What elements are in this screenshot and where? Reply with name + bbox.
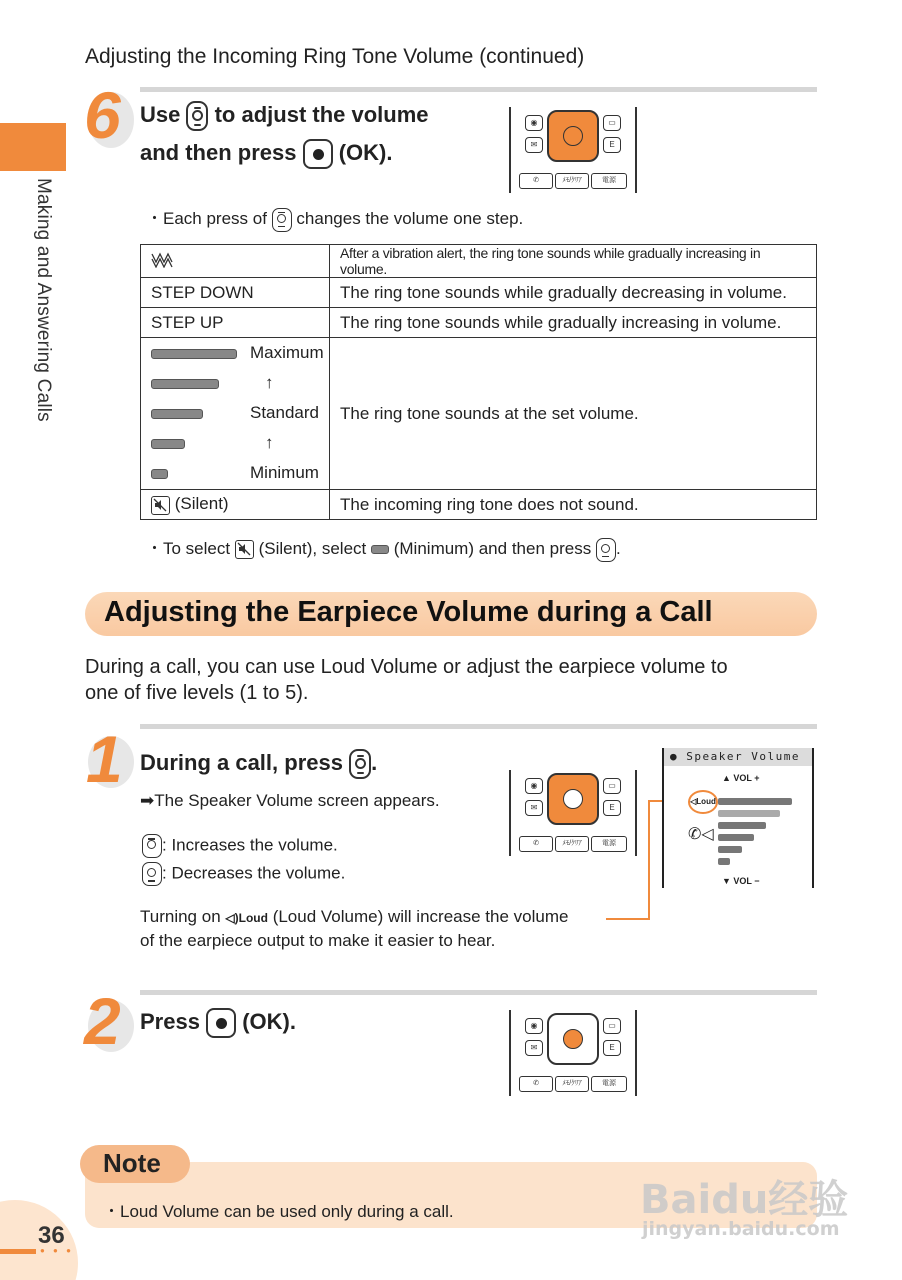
intro-line-2: one of five levels (1 to 5). <box>85 682 309 704</box>
volume-level-bar <box>718 822 766 829</box>
book-key-icon: ▭ <box>603 778 621 794</box>
minimum-bar-icon <box>371 545 389 554</box>
step-number: 6 <box>84 78 121 152</box>
volume-bar-icon <box>151 349 237 359</box>
level-row-standard <box>151 399 329 429</box>
speaker-volume-screen <box>662 748 814 888</box>
watermark-url: jingyan.baidu.com <box>642 1218 840 1240</box>
call-key-icon: ✆ <box>519 836 553 852</box>
memo-key: ﾒﾓ/ｸﾘｱ <box>555 836 589 852</box>
step-divider <box>140 724 817 729</box>
loud-desc-line1: Turning on ◁)Loud (Loud Volume) will increase the volume <box>140 907 569 926</box>
page-dots: ● ● ● <box>40 1246 74 1255</box>
nav-up-key-icon <box>142 834 162 858</box>
camera-key-icon: ◉ <box>525 1018 543 1034</box>
volume-levels-cell <box>141 338 330 490</box>
intro-line-1: During a call, you can use Loud Volume or adjust the earpiece volume to <box>85 656 728 678</box>
vibration-step-icon <box>151 250 173 273</box>
up-arrow: ↑ <box>265 432 274 452</box>
volume-bar-icon <box>151 469 168 479</box>
table-cell: STEP DOWN <box>141 278 330 308</box>
vol-down-label: ▼ VOL − <box>722 876 760 886</box>
section-title: Adjusting the Earpiece Volume during a Call <box>104 596 713 628</box>
step1-result: ➡The Speaker Volume screen appears. <box>140 791 440 810</box>
level-label: Standard <box>250 402 319 422</box>
volume-options-table <box>140 244 817 520</box>
level-row <box>151 429 329 459</box>
power-key: 電源 <box>591 173 627 189</box>
center-key-icon <box>563 789 583 809</box>
step-divider <box>140 87 817 92</box>
volume-bar-icon <box>151 379 219 389</box>
silent-bullet: ・To select (Silent), select (Minimum) and then press . <box>146 534 621 562</box>
level-row <box>151 369 329 399</box>
loud-volume-icon: ◁)Loud <box>225 911 268 925</box>
camera-key-icon: ◉ <box>525 778 543 794</box>
ok-key-icon <box>303 139 333 169</box>
watermark-logo: Baidu经验 <box>640 1177 849 1223</box>
mail-key-icon: ✉ <box>525 137 543 153</box>
e-key-icon: E <box>603 800 621 816</box>
page-accent-line <box>0 1249 36 1254</box>
callout-line <box>648 800 650 920</box>
step6-bullet: ・Each press of changes the volume one step. <box>146 204 523 232</box>
table-cell: The ring tone sounds while gradually decreasing in volume. <box>330 278 817 308</box>
table-row <box>141 490 817 520</box>
level-row-maximum <box>151 339 329 369</box>
nav-down-key-icon <box>142 862 162 886</box>
side-tab <box>0 123 66 171</box>
book-key-icon: ▭ <box>603 1018 621 1034</box>
mail-key-icon: ✉ <box>525 800 543 816</box>
nav-key-icon <box>349 749 371 779</box>
step6-line1: Use to adjust the volume <box>140 96 429 134</box>
page-header: Adjusting the Incoming Ring Tone Volume (continued) <box>85 45 585 68</box>
center-key-highlight <box>563 1029 583 1049</box>
page-number: 36 <box>38 1222 65 1249</box>
ok-key-icon <box>206 1008 236 1038</box>
callout-line <box>606 918 650 920</box>
loud-desc-line2: of the earpiece output to make it easier to hear. <box>140 931 496 950</box>
screen-title: ● Speaker Volume <box>664 748 812 766</box>
table-cell: After a vibration alert, the ring tone sounds while gradually increasing in volume. <box>330 245 817 278</box>
volume-level-bar <box>718 846 742 853</box>
phone-keypad-illustration <box>509 107 637 193</box>
table-cell: STEP UP <box>141 308 330 338</box>
call-key-icon: ✆ <box>519 173 553 189</box>
level-label: Maximum <box>250 342 324 362</box>
e-key-icon: E <box>603 1040 621 1056</box>
table-row <box>141 278 817 308</box>
volume-bar-icon <box>151 439 185 449</box>
volume-level-bar <box>718 858 730 865</box>
level-row-minimum <box>151 459 329 489</box>
table-row <box>141 338 817 490</box>
phone-keypad-illustration <box>509 770 637 856</box>
nav-down-key-icon <box>596 538 616 562</box>
silent-label: (Silent) <box>174 494 229 514</box>
level-label: Minimum <box>250 462 319 482</box>
step1-title: During a call, press . <box>140 744 377 782</box>
e-key-icon: E <box>603 137 621 153</box>
table-cell: The incoming ring tone does not sound. <box>330 490 817 520</box>
table-row <box>141 308 817 338</box>
earpiece-icon: ✆◁ <box>688 826 714 843</box>
table-cell: The ring tone sounds while gradually increasing in volume. <box>330 308 817 338</box>
note-text: ・Loud Volume can be used only during a call. <box>103 1202 454 1221</box>
loud-icon: ◁Loud <box>688 790 718 814</box>
silent-icon <box>151 496 170 515</box>
increase-desc: : Increases the volume. <box>142 834 338 858</box>
step6-line2: and then press (OK). <box>140 134 393 172</box>
camera-key-icon: ◉ <box>525 115 543 131</box>
silent-cell <box>141 490 330 520</box>
step-divider <box>140 990 817 995</box>
call-key-icon: ✆ <box>519 1076 553 1092</box>
note-label: Note <box>103 1148 161 1178</box>
step2-title: Press (OK). <box>140 1003 296 1041</box>
volume-level-bar <box>718 798 792 805</box>
phone-keypad-illustration <box>509 1010 637 1096</box>
memo-key: ﾒﾓ/ｸﾘｱ <box>555 173 589 189</box>
vol-up-label: ▲ VOL + <box>722 773 760 783</box>
step-number: 1 <box>86 722 123 796</box>
center-key-icon <box>563 126 583 146</box>
memo-key: ﾒﾓ/ｸﾘｱ <box>555 1076 589 1092</box>
nav-key-icon <box>186 101 208 131</box>
step-number: 2 <box>84 984 121 1058</box>
volume-bar-icon <box>151 409 203 419</box>
table-row <box>141 245 817 278</box>
vibration-cell <box>141 245 330 278</box>
side-chapter-label: Making and Answering Calls <box>33 178 54 422</box>
volume-level-bar <box>718 810 780 817</box>
power-key: 電源 <box>591 1076 627 1092</box>
book-key-icon: ▭ <box>603 115 621 131</box>
power-key: 電源 <box>591 836 627 852</box>
decrease-desc: : Decreases the volume. <box>142 862 345 886</box>
volume-level-bar <box>718 834 754 841</box>
nav-key-icon <box>272 208 292 232</box>
table-cell: The ring tone sounds at the set volume. <box>330 338 817 490</box>
mail-key-icon: ✉ <box>525 1040 543 1056</box>
silent-icon <box>235 540 254 559</box>
up-arrow: ↑ <box>265 372 274 392</box>
